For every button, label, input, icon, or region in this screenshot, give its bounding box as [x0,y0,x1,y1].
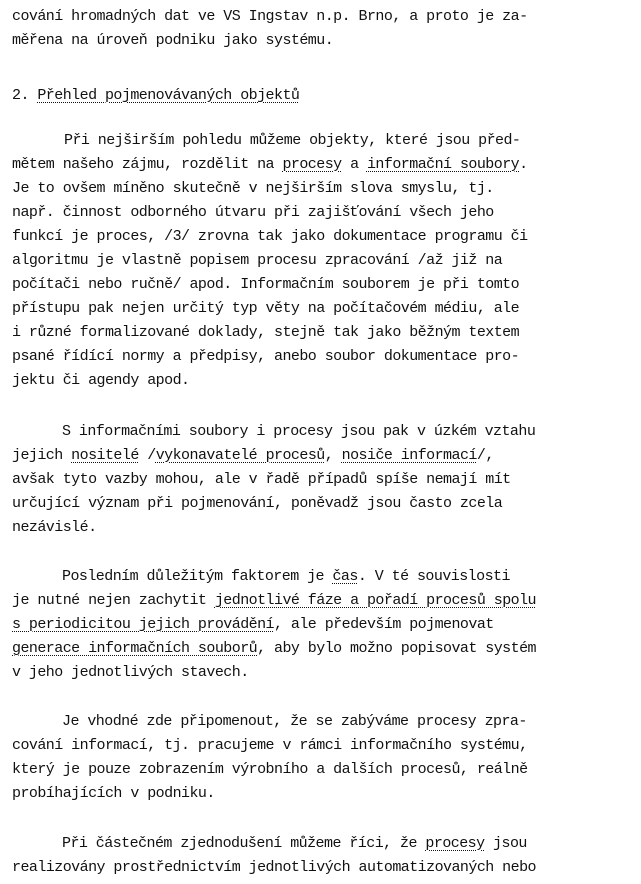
p4-line-1: Je vhodné zde připomenout, že se zabýváme procesy zpra- [62,713,527,730]
p3-line-1 [62,565,510,589]
term-nositele: nositelé [71,447,139,464]
p1-line-2-conj: a [341,156,367,173]
p3-line-4 [12,637,536,661]
p5-line-1-end: jsou [484,835,527,852]
p5-line-2: realizovány prostřednictvím jednotlivých automatizovaných nebo [12,859,536,876]
p3-line-3 [12,613,494,637]
p1-line-10: psané řídící normy a předpisy, anebo soubor dokumentace pro- [12,348,520,365]
p2-line-2-end: /, [476,447,494,464]
term-procesy-2: procesy [425,835,485,852]
p3-line-1-text: Posledním důležitým faktorem je [62,568,333,585]
p2-line-2-slash: / [138,447,156,464]
p1-line-1: Při nejširším pohledu můžeme objekty, které jsou před- [64,132,521,149]
p1-line-3: Je to ovšem míněno skutečně v nejširším slova smyslu, tj. [12,180,494,197]
term-nosice-informaci: nosiče informací [341,447,477,464]
term-procesy: procesy [282,156,342,173]
term-cas: čas [332,568,358,585]
p1-line-8: přístupu pak nejen určitý typ věty na počítačovém médiu, ale [12,300,520,317]
p2-line-2-text: jejich [12,447,72,464]
p3-line-2 [12,589,536,613]
p3-line-3-text: , ale především pojmenovat [274,616,494,633]
p3-line-2-text: je nutné nejen zachytit [12,592,215,609]
p2-line-5: nezávislé. [12,519,97,536]
term-faze-a-poradi: jednotlivé fáze a pořadí procesů spolu [214,592,536,609]
p1-line-2-end: . [519,156,528,173]
p1-line-4: např. činnost odborného útvaru při zajišťování všech jeho [12,204,494,221]
p4-line-2: cování informací, tj. pracujeme v rámci informačního systému, [12,737,528,754]
p1-line-11: jektu či agendy apod. [12,372,190,389]
p5-line-1-text: Při částečném zjednodušení můžeme říci, že [62,835,426,852]
p2-line-4: určující význam při pojmenování, poněvadž jsou často zcela [12,495,503,512]
section-title: Přehled pojmenovávaných objektů [37,87,300,104]
p5-line-1 [62,832,527,856]
p2-line-1: S informačními soubory i procesy jsou pak v úzkém vztahu [62,423,536,440]
p3-line-1-end: . V té souvislosti [357,568,510,585]
p1-line-2-text: mětem našeho zájmu, rozdělit na [12,156,283,173]
intro-line-1: cování hromadných dat ve VS Ingstav n.p. Brno, a proto je za- [12,8,528,25]
term-informacni-soubory: informační soubory [366,156,520,173]
section-number: 2. [12,87,29,104]
p1-line-2 [12,153,528,177]
p3-line-5: v jeho jednotlivých stavech. [12,664,249,681]
p4-line-4: probíhajících v podniku. [12,785,215,802]
p1-line-6: algoritmu je vlastně popisem procesu zpracování /až již na [12,252,503,269]
p2-line-2 [12,444,494,468]
p4-line-3: který je pouze zobrazením výrobního a dalších procesů, reálně [12,761,528,778]
p2-line-2-comma: , [324,447,342,464]
p3-line-4-text: , aby bylo možno popisovat systém [257,640,536,657]
p1-line-5: funkcí je proces, /3/ zrovna tak jako dokumentace programu či [12,228,528,245]
p1-line-9: i různé formalizované doklady, stejně tak jako běžným textem [12,324,520,341]
term-periodicita: s periodicitou jejich provádění [12,616,274,633]
intro-line-2: měřena na úroveň podniku jako systému. [12,32,334,49]
p1-line-7: počítači nebo ručně/ apod. Informačním souborem je při tomto [12,276,520,293]
p2-line-3: avšak tyto vazby mohou, ale v řadě případů spíše nemají mít [12,471,511,488]
term-generace-souboru: generace informačních souborů [12,640,258,657]
section-heading [12,84,299,108]
term-vykonavatele-procesu: vykonavatelé procesů [155,447,325,464]
